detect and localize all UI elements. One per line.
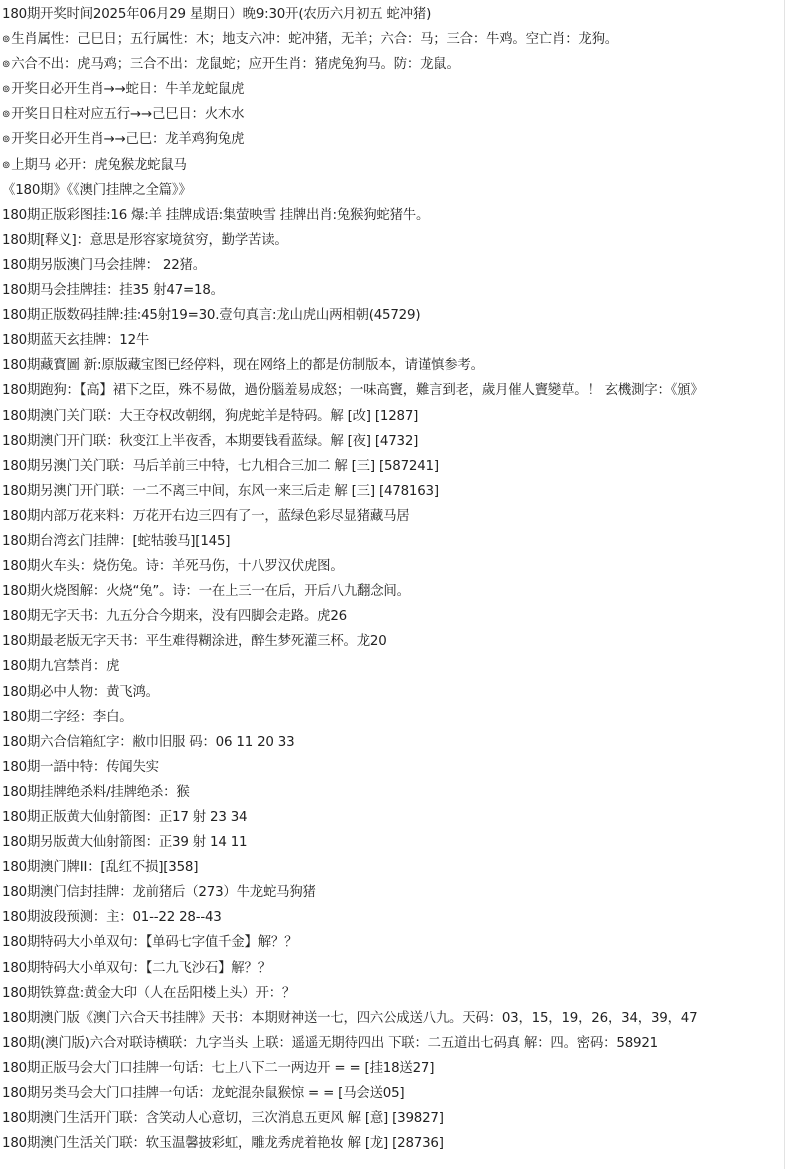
text-line: 180期蓝天玄挂牌：12牛 [2, 333, 150, 349]
text-line: 180期马会挂牌挂：挂35 射47=18。 [2, 283, 224, 299]
text-line: ⊚ 上期马 必开：虎兔猴龙蛇鼠马 [2, 153, 784, 178]
text-line: 180期跑狗：【高】裙下之臣，殊不易做，過份腦羞易成怒；一味高竇，難言到老，歲月催人竇變草。！ 玄機測字：《頒》 [2, 383, 704, 399]
text-line: 180期内部万花来料：万花开右边三四有了一，蓝绿色彩尽显猪藏马居 [2, 508, 410, 524]
text-line: ⊚ 生肖属性：己巳日；五行属性：木；地支六冲：蛇冲猪，无羊；六合：马；三合：牛鸡。空亡肖：龙狗。 [2, 27, 784, 52]
text-line: 180期澳门牌II：[乱红不损][358] [2, 860, 199, 876]
text-line: 180期正版马会大门口挂牌一句话：七上八下二一两边开 = = [挂18送27] [2, 1060, 435, 1076]
text-line: ⊚ 开奖日必开生肖→→蛇日：牛羊龙蛇鼠虎 [2, 77, 784, 102]
text-line: 180期另版澳门马会挂牌： 22猪。 [2, 257, 206, 273]
text-line: 180期特码大小单双句：【二九飞沙石】解？？ [2, 960, 271, 976]
text-line: 180期开奖时间2025年06月29 星期日）晚9:30开(农历六月初五 蛇冲猪) [2, 7, 432, 22]
text-line: 180期九宫禁肖：虎 [2, 659, 120, 675]
text-line: 180期另澳门开门联：一二不离三中间，东风一来三后走 解 [三] [478163] [2, 483, 439, 499]
text-line: 180期正版彩图挂:16 爆:羊 挂牌成语:集萤映雪 挂牌出肖:兔猴狗蛇猪牛。 [2, 207, 430, 223]
text-line: 180期[释义]：意思是形容家境贫穷，勤学苦读。 [2, 232, 288, 248]
text-line: 180期另类马会大门口挂牌一句话：龙蛇混杂鼠猴惊 = = [马会送05] [2, 1086, 405, 1102]
text-line: 180期正版数码挂牌:挂:45射19=30.壹句真言:龙山虎山两相朝(45729) [2, 308, 421, 324]
text-line: ⊚ 六合不出：虎马鸡；三合不出：龙鼠蛇；应开生肖：猪虎兔狗马。防：龙鼠。 [2, 52, 784, 77]
text-line: 180期藏寳圖 新:原版藏宝图已经停料，现在网络上的都是仿制版本，请谨慎参考。 [2, 358, 484, 374]
text-line: 180期最老版无字天书：平生难得糊涂进，醉生梦死灌三杯。龙20 [2, 634, 387, 650]
text-line: 180期无字天书：九五分合今期来，没有四脚会走路。虎26 [2, 609, 347, 625]
text-line: 180期台湾玄门挂牌：[蛇牯骏马][145] [2, 533, 231, 549]
text-line: ⊚ 开奖日日柱对应五行→→己巳日：火木水 [2, 102, 784, 127]
text-line: 180期二字经：李白。 [2, 709, 133, 725]
text-line: 180期澳门信封挂牌：龙前猪后（273）牛龙蛇马狗猪 [2, 885, 316, 901]
text-line: 《180期》《《澳门挂牌之全篇》》 [2, 182, 192, 198]
text-line: 180期六合信箱紅字：敝巾旧服 码：06 11 20 33 [2, 734, 295, 750]
text-line: 180期另版黄大仙射箭图：正39 射 14 11 [2, 835, 248, 851]
text-line: 180期澳门开门联：秋变江上半夜香，本期要钱看蓝绿。解 [夜] [4732] [2, 433, 419, 449]
text-line: 180期(澳门版)六合对联诗横联：九字当头 上联：遥遥无期待四出 下联：二五道出七码真 解：四。密码：58921 [2, 1035, 658, 1051]
text-line: 180期正版黄大仙射箭图：正17 射 23 34 [2, 810, 248, 825]
text-line: ⊚ 开奖日必开生肖→→己巳：龙羊鸡狗兔虎 [2, 127, 784, 152]
text-line: 180期一語中特：传闻失实 [2, 759, 159, 775]
text-line: 180期波段预测：主：01--22 28--43 [2, 910, 222, 926]
text-line: 180期必中人物：黄飞鸿。 [2, 684, 159, 700]
text-line: 180期特码大小单双句：【单码七字值千金】解？？ [2, 935, 298, 951]
text-line: 180期另澳门关门联：马后羊前三中特，七九相合三加二 解 [三] [587241] [2, 458, 439, 474]
text-line: 180期澳门关门联：大王夺权改朝纲，狗虎蛇羊是特码。解 [改] [1287] [2, 408, 419, 424]
text-line: 180期火烧图解：火烧“兔”。诗：一在上三一在后，开后八九翻念间。 [2, 584, 410, 600]
text-line: 180期铁算盘:黄金大印（人在岳阳楼上头）开：？ [2, 985, 296, 1001]
text-line: 180期澳门生活开门联：含笑动人心意切，三次消息五更风 解 [意] [39827] [2, 1111, 444, 1127]
text-line: 180期火车头：烧伤兔。诗：羊死马伤，十八罗汉伏虎图。 [2, 559, 344, 575]
text-line: 180期澳门版《澳门六合天书挂牌》天书：本期财神送一七，四六公成送八九。天码：03，15，19，26，34，39，47 [2, 1010, 698, 1026]
text-line: 180期澳门生活关门联：软玉温馨披彩虹，雕龙秀虎着艳妆 解 [龙] [28736] [2, 1136, 444, 1152]
text-line: 180期挂牌绝杀料/挂牌绝杀：猴 [2, 784, 190, 800]
